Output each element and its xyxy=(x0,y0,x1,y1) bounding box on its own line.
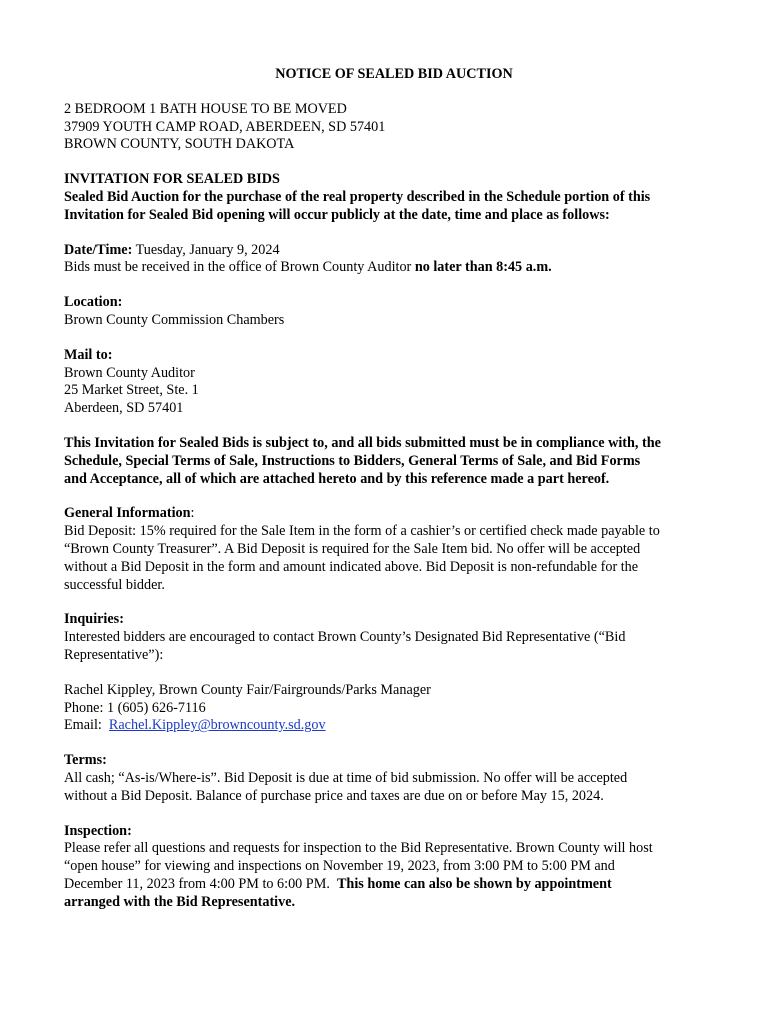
datetime-block xyxy=(64,242,714,278)
inspection-appointment-note: arranged with the Bid Representative. xyxy=(64,893,296,910)
datetime-label: Date/Time: xyxy=(64,241,133,258)
general-info-line: Bid Deposit: 15% required for the Sale Item in the form of a cashier’s or certified check made payable to xyxy=(64,523,660,540)
general-info-line: without a Bid Deposit in the form and amount indicated above. Bid Deposit is non-refundable for the xyxy=(64,558,639,575)
terms-line: without a Bid Deposit. Balance of purchase price and taxes are due on or before May 15, 2024. xyxy=(64,787,604,804)
compliance-block xyxy=(64,435,714,488)
invitation-text-line: Invitation for Sealed Bid opening will occur publicly at the date, time and place as follows: xyxy=(64,206,610,223)
contact-email-label: Email: xyxy=(64,717,109,734)
mail-address-line: Aberdeen, SD 57401 xyxy=(64,400,184,417)
inspection-line: Please refer all questions and requests for inspection to the Bid Representative. Brown County will host xyxy=(64,840,653,857)
inspection-block xyxy=(64,823,714,912)
notice-title: NOTICE OF SEALED BID AUCTION xyxy=(275,66,513,82)
inquiries-label: Inquiries: xyxy=(64,611,124,628)
general-info-line: successful bidder. xyxy=(64,576,165,593)
contact-block xyxy=(64,682,714,735)
mail-label: Mail to: xyxy=(64,346,113,363)
terms-label: Terms: xyxy=(64,752,107,769)
inquiries-line: Representative”): xyxy=(64,646,164,663)
location-label: Location: xyxy=(64,294,123,311)
inquiries-line: Interested bidders are encouraged to contact Brown County’s Designated Bid Representative (“Bid xyxy=(64,629,626,646)
invitation-block xyxy=(64,171,714,224)
terms-line: All cash; “As-is/Where-is”. Bid Deposit is due at time of bid submission. No offer will be accepted xyxy=(64,769,628,786)
bid-deadline: no later than 8:45 a.m. xyxy=(414,259,552,276)
inspection-line: December 11, 2023 from 4:00 PM to 6:00 PM. xyxy=(64,875,337,892)
contact-name: Rachel Kippley, Brown County Fair/Fairgrounds/Parks Manager xyxy=(64,681,431,698)
inspection-appointment-note: This home can also be shown by appointment xyxy=(336,875,612,892)
compliance-line: and Acceptance, all of which are attached hereto and by this reference made a part hereof. xyxy=(64,470,610,487)
document-page xyxy=(64,66,714,928)
location-value: Brown County Commission Chambers xyxy=(64,311,285,328)
mail-address-line: Brown County Auditor xyxy=(64,364,195,381)
general-info-colon: : xyxy=(190,505,195,522)
datetime-value: Tuesday, January 9, 2024 xyxy=(132,241,280,258)
contact-phone: Phone: 1 (605) 626-7116 xyxy=(64,699,206,716)
invitation-text-line: Sealed Bid Auction for the purchase of the real property described in the Schedule portion of this xyxy=(64,188,651,205)
mail-block xyxy=(64,347,714,418)
bids-received-text: Bids must be received in the office of Brown County Auditor xyxy=(64,259,415,276)
property-address: 37909 YOUTH CAMP ROAD, ABERDEEN, SD 57401 xyxy=(64,118,386,135)
compliance-line: Schedule, Special Terms of Sale, Instructions to Bidders, General Terms of Sale, and Bid Forms xyxy=(64,452,641,469)
invitation-heading: INVITATION FOR SEALED BIDS xyxy=(64,171,280,188)
mail-address-line: 25 Market Street, Ste. 1 xyxy=(64,382,199,399)
compliance-line: This Invitation for Sealed Bids is subject to, and all bids submitted must be in compliance with, the xyxy=(64,434,661,451)
terms-block xyxy=(64,752,714,805)
general-info-line: “Brown County Treasurer”. A Bid Deposit is required for the Sale Item bid. No offer will be accepted xyxy=(64,540,641,557)
property-block xyxy=(64,101,714,154)
general-info-label: General Information xyxy=(64,505,191,522)
property-county: BROWN COUNTY, SOUTH DAKOTA xyxy=(64,136,295,153)
inspection-label: Inspection: xyxy=(64,822,132,839)
contact-email-link[interactable]: Rachel.Kippley@browncounty.sd.gov xyxy=(108,717,326,734)
general-info-block xyxy=(64,505,714,594)
inspection-line: “open house” for viewing and inspections on November 19, 2023, from 3:00 PM to 5:00 PM and xyxy=(64,858,615,875)
property-description: 2 BEDROOM 1 BATH HOUSE TO BE MOVED xyxy=(64,100,347,117)
inquiries-block xyxy=(64,611,714,664)
location-block xyxy=(64,294,714,330)
